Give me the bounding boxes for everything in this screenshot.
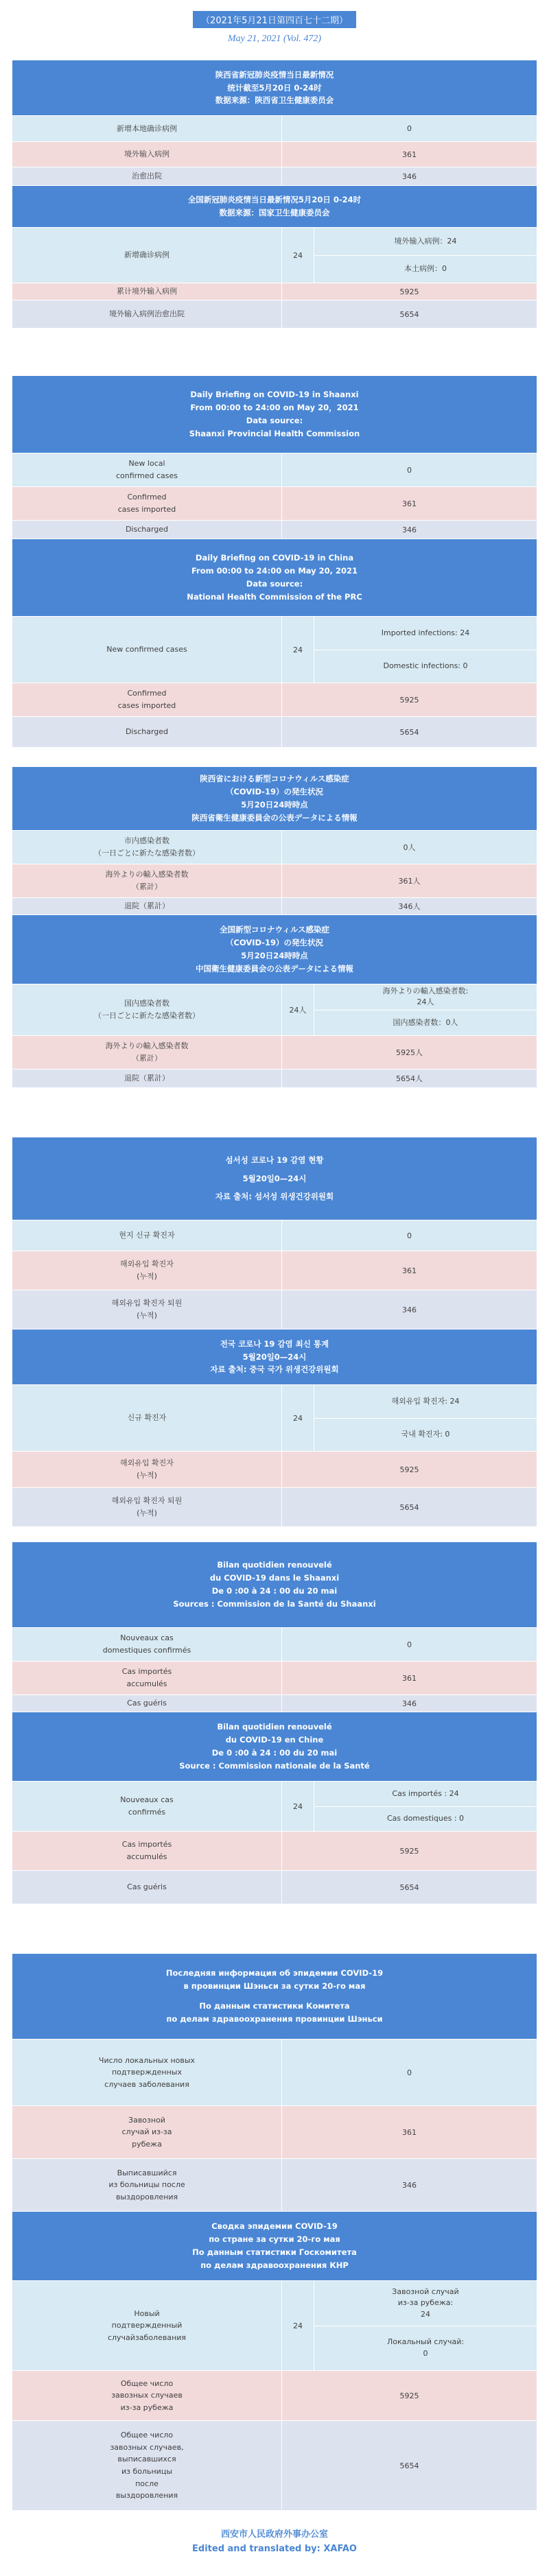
imported-sub: Завозной случай из-за рубежа: 24 <box>392 2287 459 2319</box>
table-row <box>12 116 537 142</box>
row-value: 5654 <box>399 1882 419 1892</box>
row-value: 346 <box>402 1699 417 1708</box>
table-row <box>12 453 537 487</box>
table-row <box>12 300 537 329</box>
row-label: Cas guéris <box>12 1871 282 1904</box>
row-value: 24 <box>282 228 314 283</box>
title-line: du COVID-19 dans le Shaanxi <box>209 1573 340 1583</box>
table-row <box>12 2371 537 2421</box>
title-line: 자료 출처: 섬서성 위생건강위원회 <box>215 1192 334 1202</box>
title-line: Последняя информация об эпидемии COVID-19 <box>165 1968 384 1978</box>
row-value: 361 <box>402 499 417 508</box>
row-value: 5925 <box>399 695 419 705</box>
row-label: 新增确诊病例 <box>12 228 282 283</box>
row-label: 国内感染者数 （一日ごとに新たな感染者数） <box>12 984 282 1035</box>
row-value: 24 <box>282 1782 314 1831</box>
title-line: 섬서성 코로나 19 감염 현황 <box>225 1155 324 1165</box>
imported-sub: 海外よりの輸入感染者数: 24人 <box>382 986 469 1007</box>
title-line: 统计截至5月20日 0-24时 <box>227 82 322 93</box>
table-row <box>12 2106 537 2159</box>
national-title <box>12 539 537 617</box>
title-line: De 0 :00 à 24 : 00 du 20 mai <box>211 1748 338 1758</box>
national-new-cases <box>12 2281 537 2371</box>
title-line: 全国新冠肺炎疫情当日最新情况5月20日 0-24时 <box>187 195 362 205</box>
row-label: Cas importés accumulés <box>12 1832 282 1870</box>
row-label: Cas guéris <box>12 1695 282 1712</box>
row-label: 신규 확진자 <box>12 1385 282 1451</box>
title-line: по делам здравоохранения провинции Шэньси <box>166 2013 383 2024</box>
title-line: De 0 :00 à 24 : 00 du 20 mai <box>211 1586 338 1596</box>
title-line: Daily Briefing on COVID-19 in China <box>195 553 354 563</box>
national-title <box>12 2212 537 2281</box>
japanese-section <box>12 767 537 1088</box>
row-value: 0 <box>407 2068 412 2077</box>
title-line: по стране за сутки 20-го мая <box>209 2234 340 2245</box>
row-label: 累计境外输入病例 <box>12 283 282 300</box>
table-row <box>12 831 537 864</box>
title-line: 자료 출처: 중국 국가 위생건강위원회 <box>210 1364 339 1375</box>
row-value: 361 <box>402 1266 417 1275</box>
title-line: Shaanxi Provincial Health Commission <box>189 428 360 438</box>
table-row <box>12 683 537 717</box>
row-value: 5925 <box>399 1846 419 1856</box>
row-value: 346 <box>402 2180 417 2190</box>
title-line: 全国新型コロナウィルス感染症 <box>220 925 329 935</box>
row-label: 退院（累計） <box>12 898 282 914</box>
row-value: 5925 <box>399 1465 419 1474</box>
table-row <box>12 1251 537 1290</box>
title-line: 数据来源：国家卫生健康委员会 <box>219 208 330 217</box>
title-line: National Health Commission of the PRC <box>187 591 362 602</box>
imported-sub: Imported infections: 24 <box>381 628 470 637</box>
title-line: 5月20日24時時点 <box>241 951 308 960</box>
national-title <box>12 1712 537 1782</box>
row-value: 5654 <box>399 309 419 319</box>
domestic-sub: Локальный случай: 0 <box>314 2326 537 2371</box>
row-label: Confirmed cases imported <box>12 683 282 716</box>
table-row <box>12 1220 537 1251</box>
row-value: 0 <box>407 1640 412 1649</box>
row-label: 해외유입 확진자 (누적) <box>12 1251 282 1290</box>
national-new-cases <box>12 1385 537 1452</box>
row-value: 346人 <box>398 902 421 911</box>
table-row <box>12 1452 537 1488</box>
row-label: Discharged <box>12 521 282 539</box>
national-title <box>12 1330 537 1385</box>
title-line: 5월20일0—24시 <box>242 1351 307 1362</box>
table-row <box>12 898 537 915</box>
title-line: Source : Commission nationale de la Santé <box>179 1760 370 1771</box>
row-label: Общее число завозных случаев, выписавшихся из больницы после выздоровления <box>12 2421 282 2510</box>
title-line: Data source: <box>246 579 303 589</box>
issue-badge: （2021年5月21日第四百七十二期） <box>193 11 356 28</box>
shaanxi-title <box>12 1954 537 2040</box>
row-value: 5925 <box>399 287 419 296</box>
row-value: 0 <box>407 1231 412 1240</box>
shaanxi-title <box>12 60 537 116</box>
national-title <box>12 915 537 984</box>
row-value: 0 <box>407 124 412 133</box>
shaanxi-title <box>12 376 537 453</box>
row-value: 346 <box>402 172 417 181</box>
table-row <box>12 1488 537 1527</box>
title-line: 中国衛生健康委員会の公表データによる情報 <box>196 963 353 973</box>
row-value: 5925人 <box>396 1048 423 1057</box>
table-row <box>12 2159 537 2212</box>
table-row <box>12 1290 537 1330</box>
title-line: Daily Briefing on COVID-19 in Shaanxi <box>190 390 359 400</box>
title-line: 5月20日24時時点 <box>241 800 308 810</box>
table-row <box>12 487 537 521</box>
table-row <box>12 1036 537 1070</box>
footer <box>0 2528 549 2557</box>
row-value: 0人 <box>403 843 416 852</box>
issue-date: May 21, 2021 (Vol. 472) <box>227 34 322 44</box>
row-label: 境外输入病例 <box>12 142 282 167</box>
title-line: Data source: <box>246 416 303 425</box>
row-value: 5654 <box>399 727 419 737</box>
row-label: 海外よりの輸入感染者数 （累計） <box>12 1036 282 1069</box>
row-label: Число локальных новых подтвержденных случаев заболевания <box>12 2040 282 2105</box>
row-value: 346 <box>402 525 417 534</box>
row-value: 361 <box>402 150 417 159</box>
title-line: From 00:00 to 24:00 on May 20, 2021 <box>191 566 358 576</box>
domestic-sub: 国内感染者数：0人 <box>314 1010 537 1036</box>
title-line: 数据来源：陕西省卫生健康委员会 <box>215 95 334 106</box>
row-label: 해외유입 확진자 퇴원 (누적) <box>12 1290 282 1329</box>
row-label: 治愈出院 <box>12 167 282 185</box>
row-value: 361 <box>402 1673 417 1683</box>
row-label: Cas importés accumulés <box>12 1662 282 1694</box>
table-row <box>12 1871 537 1904</box>
row-label: 退院（累計） <box>12 1070 282 1087</box>
translator-credit: Edited and translated by: XAFAO <box>192 2543 357 2554</box>
title-line: 陕西省新冠肺炎疫情当日最新情况 <box>215 69 334 80</box>
row-value: 24 <box>282 1385 314 1451</box>
row-label: 현지 신규 확진자 <box>12 1220 282 1251</box>
title-line: 전국 코로나 19 감염 최신 통계 <box>220 1338 329 1349</box>
title-line: Sources : Commission de la Santé du Shaanxi <box>173 1598 376 1609</box>
row-label: Завозной случай из-за рубежа <box>12 2106 282 2158</box>
table-row <box>12 283 537 300</box>
domestic-sub: 국내 확진자: 0 <box>314 1418 537 1452</box>
row-value: 346 <box>402 1305 417 1314</box>
row-label: 市内感染者数 （一日ごとに新たな感染者数） <box>12 831 282 864</box>
row-value: 5654 <box>399 2461 419 2470</box>
table-row <box>12 167 537 186</box>
row-value: 361 <box>402 2127 417 2137</box>
row-label: New local confirmed cases <box>12 453 282 486</box>
national-new-cases <box>12 984 537 1036</box>
title-line: По данным статистики Госкомитета <box>192 2247 357 2257</box>
imported-sub: 해외유입 확진자: 24 <box>391 1396 460 1406</box>
title-line: 5월20일0—24시 <box>242 1173 307 1183</box>
row-label: Confirmed cases imported <box>12 487 282 520</box>
row-label: 境外输入病例治愈出院 <box>12 300 282 328</box>
title-line: From 00:00 to 24:00 on May 20，2021 <box>190 403 359 413</box>
row-value: 0 <box>407 465 412 475</box>
table-row <box>12 521 537 539</box>
row-label: Discharged <box>12 717 282 747</box>
row-label: Nouveaux cas domestiques confirmés <box>12 1628 282 1661</box>
title-line: 陕西省衛生健康委員会の公表データによる情報 <box>191 812 358 823</box>
row-label: Новый подтвержденный случайзаболевания <box>12 2281 282 2370</box>
french-section <box>12 1542 537 1904</box>
title-line: du COVID-19 en Chine <box>225 1735 324 1745</box>
national-title <box>12 186 537 228</box>
table-row <box>12 1070 537 1088</box>
shaanxi-title <box>12 1542 537 1628</box>
row-label: Общее число завозных случаев из-за рубежа <box>12 2371 282 2420</box>
row-label: 海外よりの輸入感染者数 （累計） <box>12 864 282 897</box>
title-line: Сводка эпидемии COVID-19 <box>211 2221 338 2232</box>
russian-section <box>12 1954 537 2511</box>
title-line: в провинции Шэньси за сутки 20-го мая <box>183 1981 366 1992</box>
title-line: По данным статистики Комитета <box>199 2001 350 2011</box>
row-label: 해외유입 확진자 퇴원 (누적) <box>12 1488 282 1526</box>
domestic-sub: 本土病例：0 <box>314 255 537 283</box>
row-value: 24人 <box>282 984 314 1035</box>
row-label: Nouveaux cas confirmés <box>12 1782 282 1831</box>
table-row <box>12 717 537 748</box>
chinese-section <box>12 60 537 329</box>
title-line: Bilan quotidien renouvelé <box>217 1722 332 1732</box>
title-line: 陕西省における新型コロナウィルス感染症 <box>200 774 349 784</box>
korean-section <box>12 1137 537 1527</box>
row-label: 해외유입 확진자 (누적) <box>12 1452 282 1487</box>
title-line: （COVID-19）の発生状況 <box>225 938 324 948</box>
domestic-sub: Cas domestiques : 0 <box>314 1806 537 1832</box>
english-section <box>12 376 537 748</box>
title-line: по делам здравоохранения КНР <box>200 2260 349 2270</box>
table-row <box>12 1695 537 1712</box>
imported-sub: Cas importés : 24 <box>392 1788 459 1798</box>
imported-sub: 境外输入病例：24 <box>394 236 457 246</box>
row-label: 新增本地确诊病例 <box>12 116 282 141</box>
header <box>0 0 549 60</box>
row-label: Выписавшийся из больницы после выздоровления <box>12 2159 282 2211</box>
table-row <box>12 864 537 898</box>
row-value: 361人 <box>398 877 421 886</box>
table-row <box>12 1662 537 1695</box>
table-row <box>12 2421 537 2511</box>
shaanxi-title <box>12 767 537 831</box>
table-row <box>12 2040 537 2106</box>
office-name: 西安市人民政府外事办公室 <box>220 2529 328 2540</box>
row-value: 5654人 <box>396 1074 423 1083</box>
shaanxi-title <box>12 1137 537 1220</box>
national-new-cases <box>12 1782 537 1832</box>
title-line: Bilan quotidien renouvelé <box>217 1560 332 1570</box>
table-row <box>12 1628 537 1662</box>
domestic-sub: Domestic infections: 0 <box>314 650 537 683</box>
row-value: 24 <box>282 617 314 683</box>
row-value: 24 <box>282 2281 314 2370</box>
table-row <box>12 142 537 167</box>
title-line: （COVID-19）の発生状況 <box>225 787 324 797</box>
row-label: New confirmed cases <box>12 617 282 683</box>
national-new-cases <box>12 617 537 683</box>
row-value: 5654 <box>399 1502 419 1512</box>
table-row <box>12 1832 537 1871</box>
national-new-cases <box>12 228 537 283</box>
row-value: 5925 <box>399 2391 419 2400</box>
